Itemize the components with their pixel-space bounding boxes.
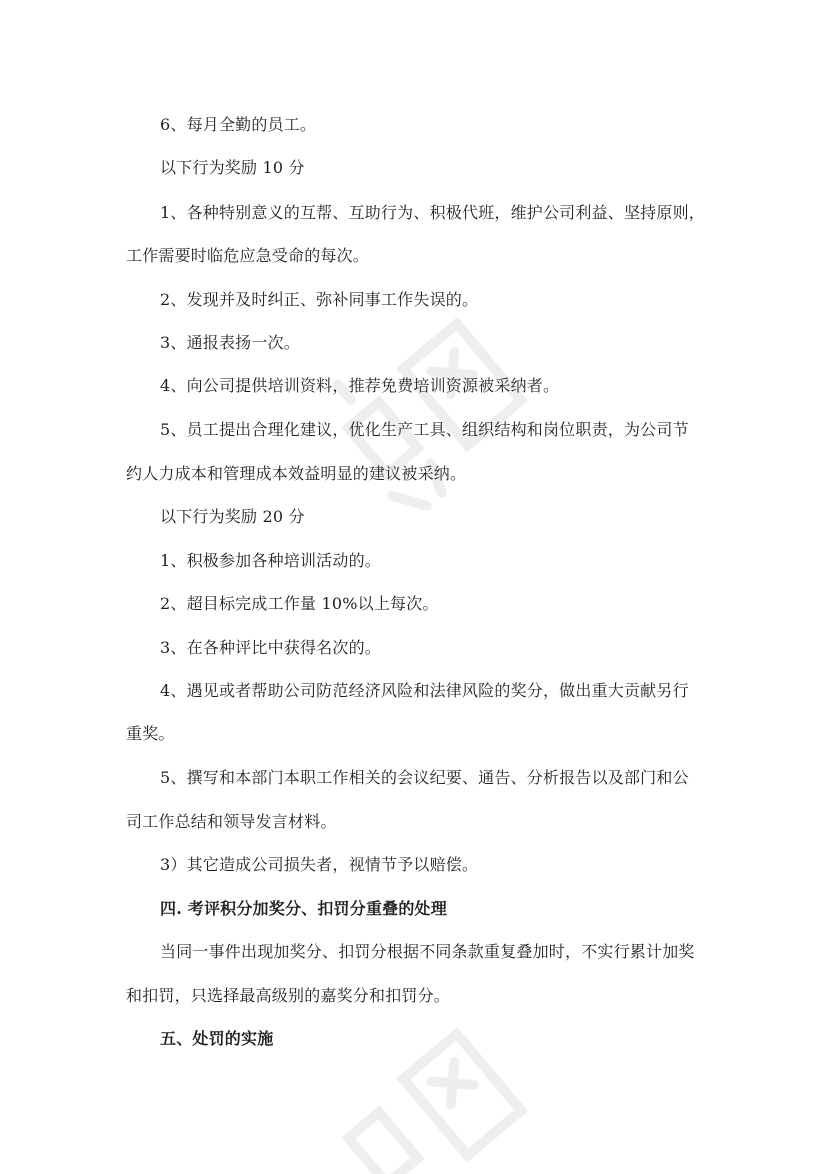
- paragraph-line: 3）其它造成公司损失者，视情节予以赔偿。: [160, 855, 479, 874]
- paragraph-line: 4、遇见或者帮助公司防范经济风险和法律风险的奖分，做出重大贡献另行: [160, 681, 689, 700]
- paragraph-line: 2、发现并及时纠正、弥补同事工作失误的。: [160, 290, 479, 309]
- section-heading: 四. 考评积分加奖分、扣罚分重叠的处理: [160, 899, 447, 918]
- paragraph-line: 和扣罚，只选择最高级别的嘉奖分和扣罚分。: [126, 986, 451, 1005]
- paragraph-line: 工作需要时临危应急受命的每次。: [126, 246, 370, 265]
- section-heading: 五、处罚的实施: [160, 1029, 274, 1048]
- paragraph-line: 重奖。: [126, 724, 175, 743]
- paragraph-line: 5、撰写和本部门本职工作相关的会议纪要、通告、分析报告以及部门和公: [160, 768, 689, 787]
- paragraph-line: 司工作总结和领导发言材料。: [126, 812, 337, 831]
- paragraph-line: 2、超目标完成工作量 10%以上每次。: [160, 594, 439, 613]
- paragraph-line: 1、各种特别意义的互帮、互助行为、积极代班，维护公司利益、坚持原则，: [160, 203, 705, 222]
- section-subheading: 以下行为奖励 10 分: [160, 158, 305, 177]
- paragraph-line: 3、在各种评比中获得名次的。: [160, 638, 381, 657]
- paragraph-line: 当同一事件出现加奖分、扣罚分根据不同条款重复叠加时，不实行累计加奖: [160, 942, 695, 961]
- paragraph-line: 1、积极参加各种培训活动的。: [160, 551, 381, 570]
- paragraph-line: 4、向公司提供培训资料，推荐免费培训资源被采纳者。: [160, 376, 560, 395]
- paragraph-line: 约人力成本和管理成本效益明显的建议被采纳。: [126, 464, 467, 483]
- section-subheading: 以下行为奖励 20 分: [160, 507, 305, 526]
- paragraph-line: 6、每月全勤的员工。: [160, 115, 317, 134]
- paragraph-line: 3、通报表扬一次。: [160, 333, 300, 352]
- paragraph-line: 5、员工提出合理化建议，优化生产工具、组织结构和岗位职责，为公司节: [160, 420, 689, 439]
